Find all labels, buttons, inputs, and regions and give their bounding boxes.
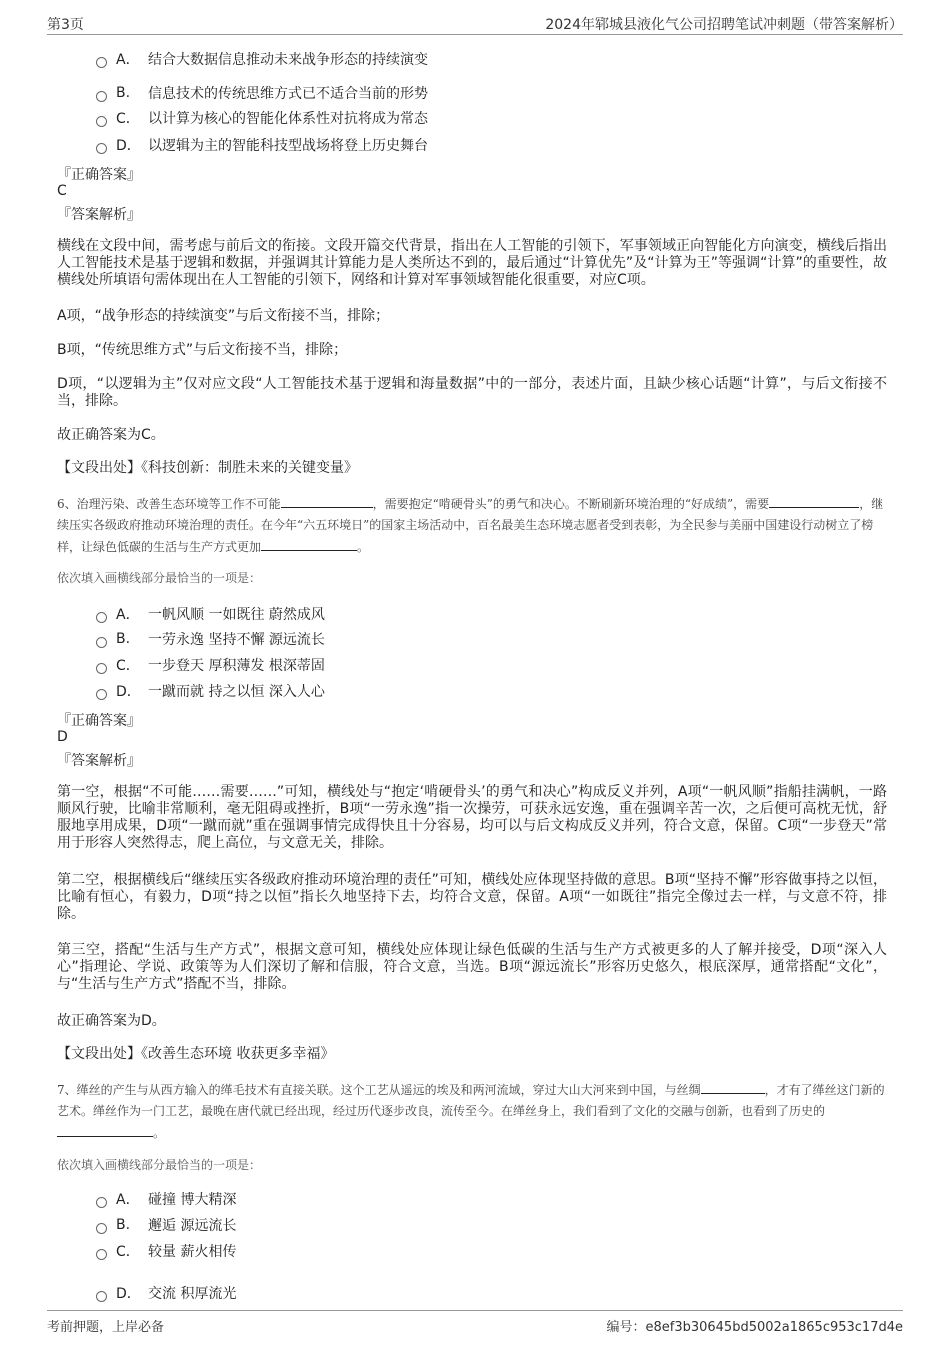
q6-analysis-label: 『答案解析』 bbox=[57, 753, 141, 769]
radio-icon[interactable] bbox=[96, 1249, 107, 1260]
q6-option-d[interactable]: D． 一蹴而就 持之以恒 深入人心 bbox=[96, 679, 325, 703]
fill-blank bbox=[57, 1122, 153, 1137]
q7-option-c[interactable]: C． 较量 薪火相传 bbox=[96, 1239, 236, 1263]
q5-option-c[interactable]: C． 以计算为核心的智能化体系性对抗将成为常态 bbox=[96, 106, 428, 130]
footer-serial: 编号：e8ef3b30645bd5002a1865c953c17d4e bbox=[606, 1320, 903, 1335]
q5-option-a[interactable]: A． 结合大数据信息推动未来战争形态的持续演变 bbox=[96, 47, 428, 71]
radio-icon[interactable] bbox=[96, 143, 107, 154]
q5-analysis-para: 故正确答案为C。 bbox=[57, 427, 165, 443]
page-number: 第3页 bbox=[47, 17, 84, 33]
q6-analysis-para: 第一空，根据“不可能……需要……”可知，横线处与“抱定‘啃硬骨头’的勇气和决心”构成反义并列，A项“一帆风顺”指船挂满帆，一路顺风行驶，比喻非常顺利，毫无阻碍或挫折，B项“一劳永逸”指一次操劳，可获永远安逸，重在强调辛苦一次，之后便可高枕无忧，舒服地享用成果，D项“一蹴而就”重在强调事情完成得快且十分容易，均可以与后文构成反义并列，符合文意，保留。C项“一步登天”常用于形容人突然得志，爬上高位，与文意无关，排除。 bbox=[57, 784, 887, 851]
document-title: 2024年郓城县液化气公司招聘笔试冲刺题（带答案解析） bbox=[545, 17, 903, 33]
radio-icon[interactable] bbox=[96, 116, 107, 127]
q5-analysis-para: A项，“战争形态的持续演变”与后文衔接不当，排除； bbox=[57, 308, 390, 324]
q6-option-a[interactable]: A． 一帆风顺 一如既往 蔚然成风 bbox=[96, 602, 325, 626]
radio-icon[interactable] bbox=[96, 637, 107, 648]
page-header bbox=[47, 12, 903, 35]
q5-answer: C bbox=[57, 183, 67, 199]
q7-option-a[interactable]: A． 碰撞 博大精深 bbox=[96, 1187, 236, 1211]
fill-blank bbox=[769, 493, 859, 508]
radio-icon[interactable] bbox=[96, 663, 107, 674]
q7-option-d[interactable]: D． 交流 积厚流光 bbox=[96, 1281, 236, 1305]
footer-slogan: 考前押题，上岸必备 bbox=[47, 1320, 165, 1335]
q6-question-text: 6、治理污染、改善生态环境等工作不可能 ，需要抱定“啃硬骨头”的勇气和决心。不断刷新环境治理的“好成绩”，需要 ，继续压实各级政府推动环境治理的责任。在今年“六五环境日”的国家主场活动中，百名最美生态环境志愿者受到表彰，为全民参与美丽中国建设行动树立了榜样，让绿色低碳的生活与生产方式更加 。 bbox=[57, 493, 893, 558]
q6-option-b[interactable]: B. 一劳永逸 坚持不懈 源远流长 bbox=[96, 627, 325, 651]
q5-option-d[interactable]: D． 以逻辑为主的智能科技型战场将登上历史舞台 bbox=[96, 133, 428, 157]
q6-analysis-para: 第二空，根据横线后“继续压实各级政府推动环境治理的责任”可知，横线处应体现坚持做的意思。B项“坚持不懈”形容做事持之以恒，比喻有恒心，有毅力，D项“持之以恒”指长久地坚持下去，均符合文意，保留。A项“一如既往”指完全像过去一样，与文意不符，排除。 bbox=[57, 872, 887, 922]
page-footer bbox=[47, 1310, 903, 1335]
radio-icon[interactable] bbox=[96, 1197, 107, 1208]
q6-analysis-para: 故正确答案为D。 bbox=[57, 1013, 166, 1029]
q6-option-c[interactable]: C． 一步登天 厚积薄发 根深蒂固 bbox=[96, 653, 325, 677]
q6-answer-label: 『正确答案』 bbox=[57, 713, 141, 729]
q6-source: 【文段出处】《改善生态环境 收获更多幸福》 bbox=[57, 1046, 335, 1062]
radio-icon[interactable] bbox=[96, 91, 107, 102]
q6-analysis-para: 第三空，搭配“生活与生产方式”，根据文意可知，横线处应体现让绿色低碳的生活与生产方式被更多的人了解并接受，D项“深入人心”指理论、学说、政策等为人们深切了解和信服，符合文意，当选。B项“源远流长”形容历史悠久，根底深厚，通常搭配“文化”，与“生活与生产方式”搭配不当，排除。 bbox=[57, 942, 887, 992]
q6-answer: D bbox=[57, 729, 68, 745]
q5-source: 【文段出处】《科技创新：制胜未来的关键变量》 bbox=[57, 460, 358, 476]
radio-icon[interactable] bbox=[96, 612, 107, 623]
fill-blank bbox=[701, 1079, 765, 1094]
radio-icon[interactable] bbox=[96, 57, 107, 68]
q5-analysis-para: D项，“以逻辑为主”仅对应文段“人工智能技术基于逻辑和海量数据”中的一部分，表述片面，且缺少核心话题“计算”，与后文衔接不当，排除。 bbox=[57, 376, 887, 409]
q7-question-text: 7、缂丝的产生与从西方输入的缂毛技术有直接关联。这个工艺从遥远的埃及和两河流域，穿过大山大河来到中国，与丝绸 ，才有了缂丝这门新的艺术。缂丝作为一门工艺，最晚在唐代就已经出现，经过历代逐步改良，流传至今。在缂丝身上，我们看到了文化的交融与创新，也看到了历史的。 bbox=[57, 1079, 893, 1144]
q5-analysis-para: B项，“传统思维方式”与后文衔接不当，排除； bbox=[57, 342, 348, 358]
fill-blank bbox=[261, 536, 357, 551]
q6-hint: 依次填入画横线部分最恰当的一项是： bbox=[57, 571, 262, 585]
radio-icon[interactable] bbox=[96, 1291, 107, 1302]
radio-icon[interactable] bbox=[96, 1223, 107, 1234]
q5-analysis-label: 『答案解析』 bbox=[57, 207, 141, 223]
q5-analysis-para: 横线在文段中间，需考虑与前后文的衔接。文段开篇交代背景，指出在人工智能的引领下，军事领域正向智能化方向演变，横线后指出人工智能技术是基于逻辑和数据，并强调其计算能力是人类所达不到的，最后通过“计算优先”及“计算为王”等强调“计算”的重要性，故横线处所填语句需体现出在人工智能的引领下，网络和计算对军事领域智能化很重要，对应C项。 bbox=[57, 238, 887, 288]
fill-blank bbox=[281, 493, 373, 508]
radio-icon[interactable] bbox=[96, 689, 107, 700]
q7-option-b[interactable]: B. 邂逅 源远流长 bbox=[96, 1213, 236, 1237]
q5-option-b[interactable]: B. 信息技术的传统思维方式已不适合当前的形势 bbox=[96, 81, 428, 105]
q5-answer-label: 『正确答案』 bbox=[57, 167, 141, 183]
q7-hint: 依次填入画横线部分最恰当的一项是： bbox=[57, 1158, 262, 1172]
